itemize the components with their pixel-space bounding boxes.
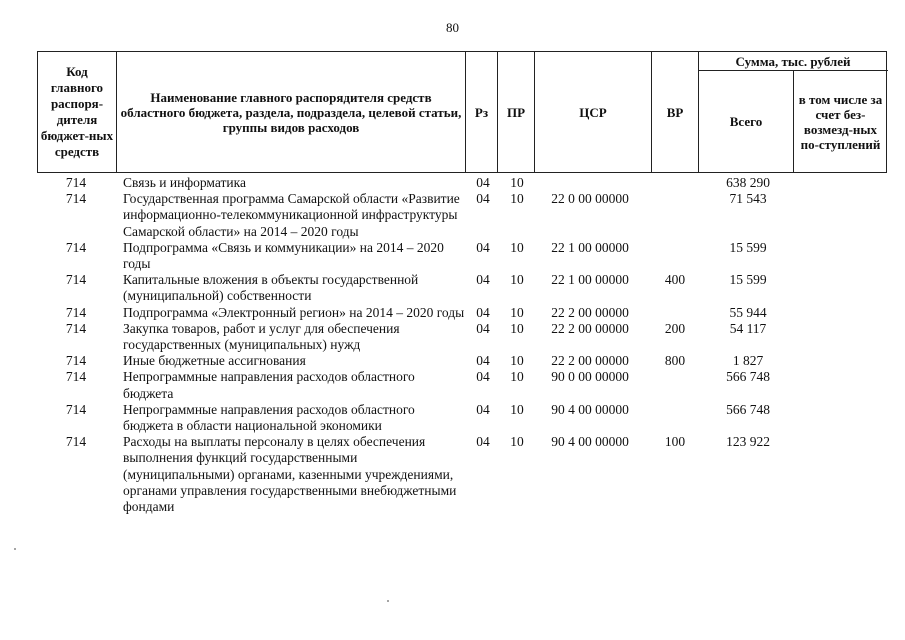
table-row (37, 402, 887, 434)
cell-pr: 10 (510, 175, 524, 190)
cell-rz: 04 (476, 320, 490, 336)
cell-vr: 200 (664, 320, 686, 336)
cell-csr: 22 1 00 00000 (551, 272, 629, 288)
cell-name: Подпрограмма «Электронный регион» на 2014 – 2020 годы (123, 304, 465, 320)
cell-name: Капитальные вложения в объекты государственной (муниципальной) собственности (123, 272, 419, 304)
cell-total: 15 599 (729, 272, 767, 288)
cell-pr: 10 (510, 304, 524, 320)
cell-name: Иные бюджетные ассигнования (123, 353, 306, 369)
page-number: 80 (446, 20, 459, 35)
cell-pr: 10 (510, 369, 524, 385)
table-row (37, 305, 887, 321)
cell-pr: 10 (510, 401, 524, 417)
cell-rz: 04 (476, 272, 490, 288)
cell-name: Непрограммные направления расходов областного бюджета в области национальной экономики (123, 401, 415, 434)
cell-name: Расходы на выплаты персоналу в целях обеспечения выполнения функций государственными (муниципальными) органами, казенными учреждениями, органами управления государственными внебюджетными фондами (123, 434, 457, 515)
table-row (37, 272, 887, 304)
cell-rz: 04 (476, 175, 490, 190)
scan-speck (14, 548, 16, 550)
cell-total: 566 748 (726, 369, 770, 385)
cell-vr: 100 (664, 434, 686, 450)
header-pr: ПР (506, 104, 526, 120)
header-csr: ЦСР (579, 104, 607, 120)
cell-pr: 10 (510, 239, 524, 255)
cell-name: Государственная программа Самарской области «Развитие информационно-телекоммуникационной инфраструктуры Самарской области» на 2014 – 2020 годы (123, 191, 460, 239)
cell-csr: 22 2 00 00000 (551, 320, 629, 336)
table-row (37, 434, 887, 515)
table-row (37, 369, 887, 401)
cell-vr: 800 (664, 353, 686, 369)
cell-code: 714 (65, 304, 87, 320)
cell-name: Закупка товаров, работ и услуг для обеспечения государственных (муниципальных) нужд (123, 320, 400, 353)
cell-total: 55 944 (729, 304, 767, 320)
cell-code: 714 (65, 401, 87, 417)
table-row (37, 321, 887, 353)
cell-code: 714 (65, 175, 87, 190)
cell-total: 71 543 (729, 191, 767, 207)
cell-code: 714 (65, 353, 87, 369)
cell-rz: 04 (476, 353, 490, 369)
header-rz: Рз (474, 104, 489, 120)
cell-rz: 04 (476, 401, 490, 417)
table-header (37, 51, 887, 173)
cell-total: 566 748 (726, 401, 770, 417)
table-row (37, 191, 887, 240)
cell-rz: 04 (476, 369, 490, 385)
cell-csr: 90 4 00 00000 (551, 434, 629, 450)
cell-pr: 10 (510, 272, 524, 288)
cell-csr: 22 2 00 00000 (551, 353, 629, 369)
cell-rz: 04 (476, 434, 490, 450)
cell-csr: 90 0 00 00000 (551, 369, 629, 385)
cell-csr: 22 0 00 00000 (551, 191, 629, 207)
cell-total: 123 922 (726, 434, 770, 450)
table-row (37, 175, 887, 191)
cell-pr: 10 (510, 191, 524, 207)
header-name: Наименование главного распорядителя средств областного бюджета, раздела, подраздела, целевой статьи, группы видов расходов (120, 89, 462, 135)
cell-name: Связь и информатика (123, 175, 246, 190)
cell-code: 714 (65, 191, 87, 207)
table-row (37, 240, 887, 272)
cell-pr: 10 (510, 353, 524, 369)
header-sum: Сумма, тыс. рублей (735, 53, 851, 69)
cell-rz: 04 (476, 191, 490, 207)
cell-total: 54 117 (729, 320, 767, 336)
cell-csr: 90 4 00 00000 (551, 401, 629, 417)
header-vr: ВР (666, 104, 684, 120)
cell-code: 714 (65, 239, 87, 255)
header-code: Код главного распоря-дителя бюджет-ных средств (40, 64, 114, 159)
cell-vr: 400 (664, 272, 686, 288)
cell-total: 15 599 (729, 239, 767, 255)
cell-total: 1 827 (732, 353, 764, 369)
cell-pr: 10 (510, 434, 524, 450)
cell-rz: 04 (476, 239, 490, 255)
cell-csr: 22 1 00 00000 (551, 239, 629, 255)
cell-code: 714 (65, 434, 87, 450)
header-total: Всего (729, 114, 763, 129)
cell-total: 638 290 (726, 175, 770, 190)
table-row (37, 353, 887, 369)
scan-speck (387, 600, 389, 602)
cell-name: Непрограммные направления расходов областного бюджета (123, 369, 415, 401)
cell-csr: 22 2 00 00000 (551, 304, 629, 320)
table-body (37, 175, 887, 515)
cell-pr: 10 (510, 320, 524, 336)
cell-name: Подпрограмма «Связь и коммуникации» на 2014 – 2020 годы (123, 239, 444, 272)
divider (116, 52, 117, 172)
header-grants: в том числе за счет без-возмезд-ных по-ступлений (798, 91, 883, 152)
cell-code: 714 (65, 272, 87, 288)
cell-rz: 04 (476, 304, 490, 320)
cell-code: 714 (65, 369, 87, 385)
cell-code: 714 (65, 320, 87, 336)
